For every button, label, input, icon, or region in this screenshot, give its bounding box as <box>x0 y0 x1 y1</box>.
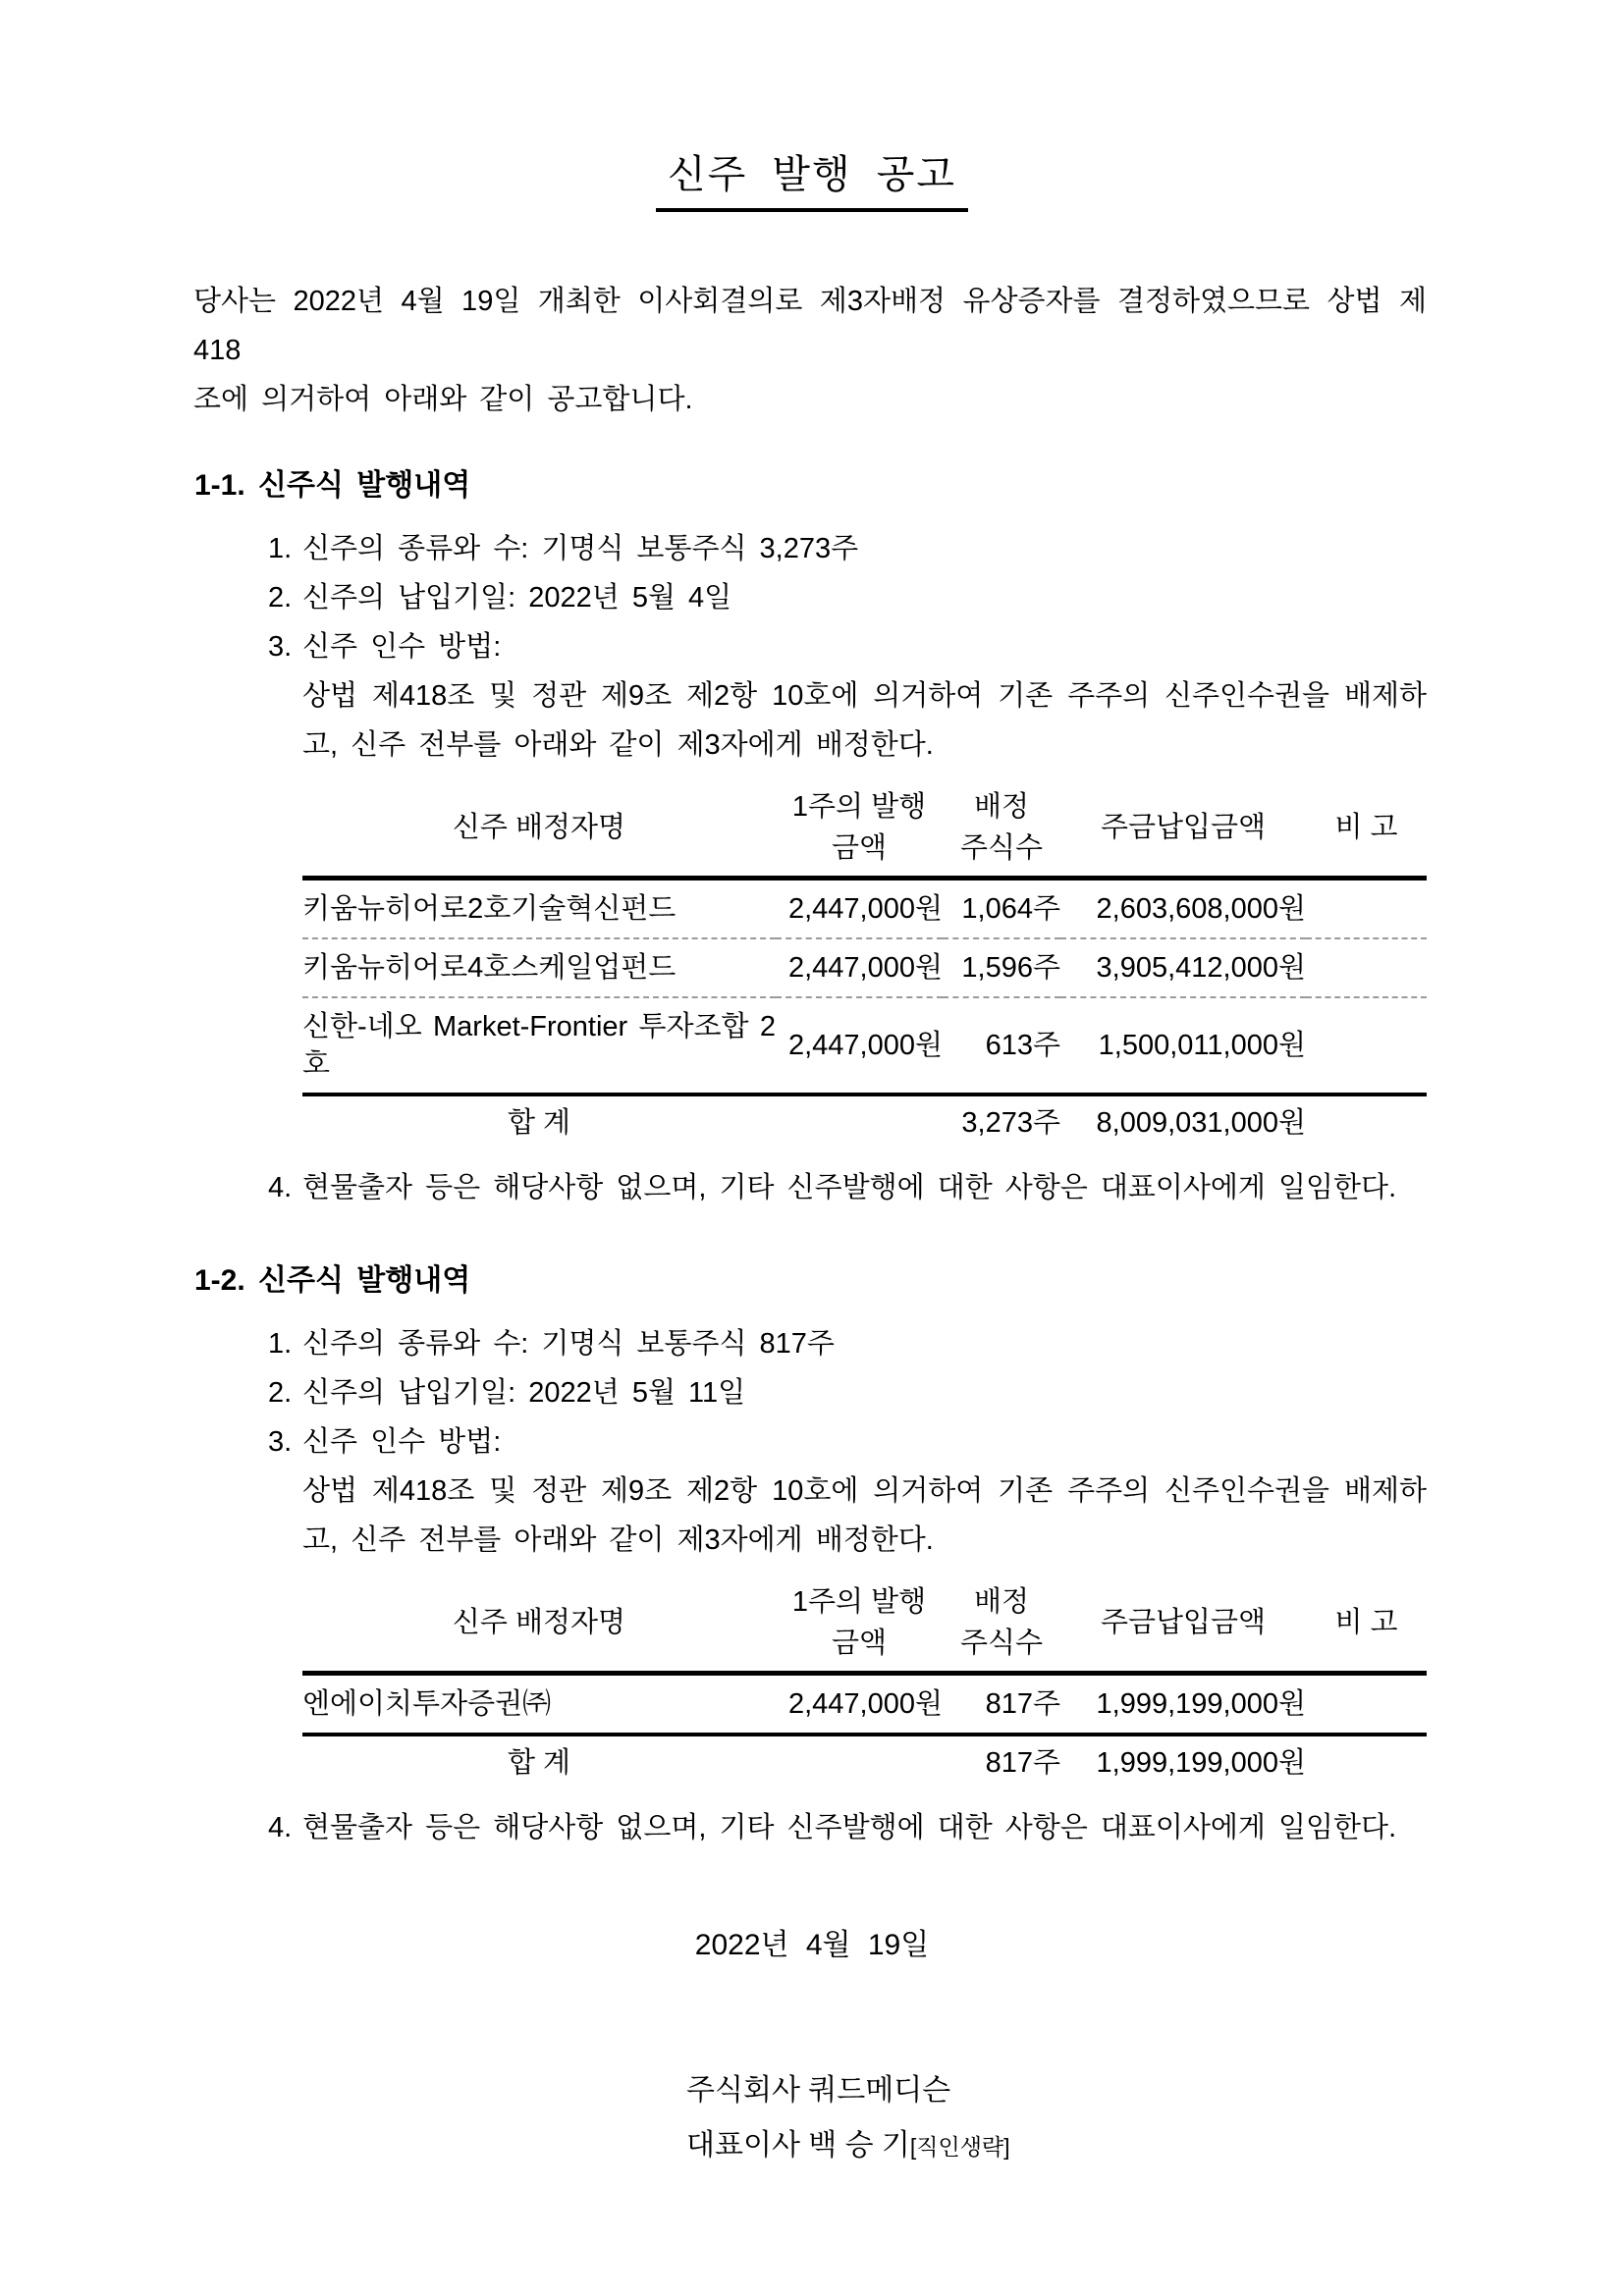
header-payment-amount: 주금납입금액 <box>1100 812 1267 843</box>
section-heading: 1-2. 신주식 발행내역 <box>194 1264 471 1297</box>
item-text: 현물출자 등은 해당사항 없으며, 기타 신주발행에 대한 사항은 대표이사에게 일임한다. <box>302 1172 1397 1203</box>
header-issue-price-line1: 1주의 발행 <box>791 1586 927 1618</box>
allocation-table-2 <box>302 1575 1427 1789</box>
list-item-2 <box>193 1368 1427 1417</box>
table-total-row <box>302 1095 1427 1149</box>
table-total-row <box>302 1735 1427 1789</box>
price-cell: 2,447,000원 <box>787 893 943 925</box>
shares-cell: 1,064주 <box>961 893 1060 925</box>
list-item-1 <box>193 524 1427 573</box>
header-issue-price <box>776 1575 943 1674</box>
note-cell <box>1306 938 1427 997</box>
table-row <box>302 938 1427 997</box>
item-text: 신주의 납입기일: 2022년 5월 4일 <box>302 582 732 614</box>
intro-line-2: 조에 의거하여 아래와 같이 공고합니다. <box>193 384 693 415</box>
assignee-cell: 엔에이치투자증권㈜ <box>302 1688 552 1720</box>
allocation-table-1 <box>302 779 1427 1149</box>
item-text: 신주 인수 방법: <box>302 1426 502 1458</box>
table-header-row <box>302 779 1427 879</box>
total-shares-cell: 817주 <box>985 1747 1060 1779</box>
title-area <box>0 143 1624 212</box>
list-item-3 <box>193 1417 1427 1467</box>
item-number: 1. <box>268 1328 293 1360</box>
method-paragraph <box>302 671 1427 770</box>
total-shares-cell: 3,273주 <box>961 1107 1060 1139</box>
document-title: 신주 발행 공고 <box>656 143 968 212</box>
section-heading: 1-1. 신주식 발행내역 <box>194 469 471 502</box>
item-text: 현물출자 등은 해당사항 없으며, 기타 신주발행에 대한 사항은 대표이사에게 일임한다. <box>302 1812 1397 1843</box>
amount-cell: 1,999,199,000원 <box>1096 1688 1306 1720</box>
total-label-cell: 합 계 <box>507 1747 571 1779</box>
header-assignee: 신주 배정자명 <box>452 812 626 843</box>
total-note-cell <box>1306 1735 1427 1789</box>
header-issue-price-line2: 금액 <box>831 832 888 864</box>
total-note-cell <box>1306 1095 1427 1149</box>
item-number: 1. <box>268 533 293 564</box>
header-allocated-shares-line1: 배정 <box>973 1586 1030 1618</box>
list-item-3 <box>193 622 1427 671</box>
method-line-1: 상법 제418조 및 정관 제9조 제2항 10호에 의거하여 기존 주주의 신주인수권을 배제하 <box>302 680 1427 712</box>
total-label-cell: 합 계 <box>507 1107 571 1139</box>
ceo-line <box>686 2118 1010 2174</box>
assignee-cell: 키움뉴히어로2호기술혁신펀드 <box>302 893 677 925</box>
shares-cell: 1,596주 <box>961 952 1060 984</box>
header-payment-amount: 주금납입금액 <box>1100 1607 1267 1638</box>
total-price-cell <box>776 1735 943 1789</box>
header-note: 비 고 <box>1334 812 1398 843</box>
header-allocated-shares-line2: 주식수 <box>959 1628 1044 1659</box>
company-name: 주식회사 쿼드메디슨 <box>686 2074 951 2107</box>
section-1-2 <box>193 1264 1427 1852</box>
amount-cell: 1,500,011,000원 <box>1098 1030 1306 1061</box>
header-note: 비 고 <box>1334 1607 1398 1638</box>
item-text: 신주의 종류와 수: 기명식 보통주식 3,273주 <box>302 533 859 564</box>
total-amount-cell: 1,999,199,000원 <box>1096 1747 1306 1779</box>
method-line-2: 고, 신주 전부를 아래와 같이 제3자에게 배정한다. <box>302 729 934 761</box>
table-header-row <box>302 1575 1427 1674</box>
signature-block <box>686 2063 1010 2174</box>
item-text: 신주의 종류와 수: 기명식 보통주식 817주 <box>302 1328 835 1360</box>
total-amount-cell: 8,009,031,000원 <box>1096 1107 1306 1139</box>
method-line-2: 고, 신주 전부를 아래와 같이 제3자에게 배정한다. <box>302 1524 934 1556</box>
header-allocated-shares-line1: 배정 <box>973 791 1030 823</box>
item-text: 신주의 납입기일: 2022년 5월 11일 <box>302 1377 746 1409</box>
header-assignee: 신주 배정자명 <box>452 1607 626 1638</box>
item-number: 2. <box>268 1377 293 1409</box>
item-number: 4. <box>268 1812 293 1843</box>
intro-line-1: 당사는 2022년 4월 19일 개최한 이사회결의로 제3자배정 유상증자를 결정하였으므로 상법 제418 <box>193 286 1427 366</box>
section-1-1 <box>193 469 1427 1212</box>
assignee-cell: 신한-네오 Market-Frontier 투자조합 2호 <box>302 1011 776 1080</box>
amount-cell: 3,905,412,000원 <box>1096 952 1306 984</box>
header-allocated-shares <box>943 1575 1060 1674</box>
item-number: 3. <box>268 1426 293 1458</box>
price-cell: 2,447,000원 <box>787 1030 943 1061</box>
item-number: 3. <box>268 631 293 663</box>
table-row <box>302 879 1427 939</box>
header-issue-price <box>776 779 943 879</box>
amount-cell: 2,603,608,000원 <box>1096 893 1306 925</box>
list-item-4 <box>193 1163 1427 1212</box>
seal-omitted-note: [직인생략] <box>909 2134 1010 2160</box>
price-cell: 2,447,000원 <box>787 1688 943 1720</box>
shares-cell: 817주 <box>985 1688 1060 1720</box>
table-row <box>302 997 1427 1095</box>
list-item-4 <box>193 1803 1427 1852</box>
list-item-2 <box>193 573 1427 622</box>
ceo-name: 대표이사 백 승 기 <box>686 2129 910 2162</box>
header-allocated-shares-line2: 주식수 <box>959 832 1044 864</box>
price-cell: 2,447,000원 <box>787 952 943 984</box>
intro-paragraph <box>193 277 1427 424</box>
item-number: 4. <box>268 1172 293 1203</box>
note-cell <box>1306 997 1427 1095</box>
method-line-1: 상법 제418조 및 정관 제9조 제2항 10호에 의거하여 기존 주주의 신주인수권을 배제하 <box>302 1475 1427 1507</box>
method-paragraph <box>302 1467 1427 1565</box>
header-issue-price-line1: 1주의 발행 <box>791 791 927 823</box>
shares-cell: 613주 <box>985 1030 1060 1061</box>
announcement-date: 2022년 4월 19일 <box>694 1929 930 1961</box>
list-item-1 <box>193 1319 1427 1368</box>
item-text: 신주 인수 방법: <box>302 631 502 663</box>
table-row <box>302 1674 1427 1735</box>
note-cell <box>1306 879 1427 939</box>
header-issue-price-line2: 금액 <box>831 1628 888 1659</box>
total-price-cell <box>776 1095 943 1149</box>
assignee-cell: 키움뉴히어로4호스케일업펀드 <box>302 952 677 984</box>
note-cell <box>1306 1674 1427 1735</box>
header-allocated-shares <box>943 779 1060 879</box>
item-number: 2. <box>268 582 293 614</box>
